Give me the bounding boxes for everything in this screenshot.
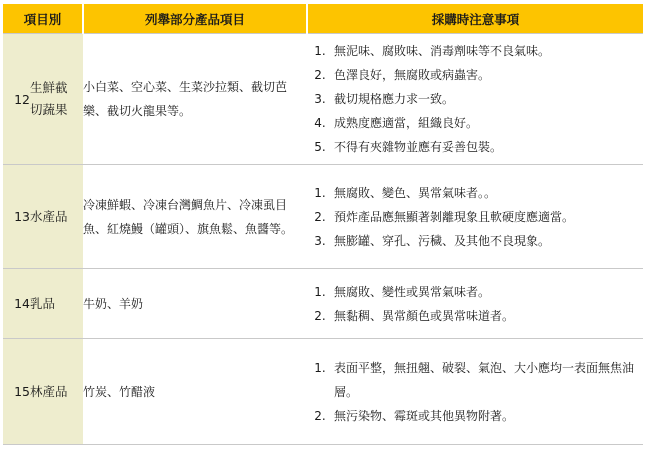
- row-number: 15: [3, 339, 30, 445]
- note-number: 4.: [314, 116, 326, 130]
- row-notes: [307, 34, 643, 165]
- note-number: 1.: [314, 284, 326, 299]
- row-category: 水產品: [30, 165, 83, 269]
- note-item: [309, 205, 643, 229]
- row-category: 林產品: [30, 339, 83, 445]
- table-row: [3, 269, 643, 339]
- note-text: 不得有夾雜物並應有妥善包裝。: [334, 140, 503, 154]
- note-item: [309, 229, 643, 253]
- table-row: [3, 165, 643, 269]
- note-text: 無腐敗、變性或異常氣味者。: [334, 284, 491, 299]
- note-item: [309, 356, 643, 404]
- header-category: 項目別: [3, 4, 83, 34]
- header-products: 列舉部分產品項目: [83, 4, 307, 34]
- row-number: 14: [3, 269, 30, 339]
- row-number: 13: [3, 165, 30, 269]
- notes-list: [307, 280, 643, 328]
- row-products: 牛奶、羊奶: [83, 269, 307, 339]
- note-item: [309, 87, 643, 111]
- row-notes: [307, 165, 643, 269]
- note-text: 無腐敗、變色、異常氣味者。。: [334, 185, 497, 200]
- notes-list: [307, 39, 643, 159]
- note-item: [309, 135, 643, 159]
- note-item: [309, 280, 643, 304]
- note-number: 2.: [314, 308, 326, 323]
- note-number: 2.: [314, 68, 326, 82]
- note-number: 2.: [314, 209, 326, 224]
- note-item: [309, 404, 643, 428]
- notes-list: [307, 356, 643, 428]
- note-item: [309, 181, 643, 205]
- note-text: 色澤良好，無腐敗或病蟲害。: [334, 68, 491, 82]
- row-category: 生鮮截切蔬果: [30, 34, 83, 165]
- notes-list: [307, 181, 643, 253]
- note-number: 1.: [314, 185, 326, 200]
- note-item: [309, 304, 643, 328]
- note-text: 無泥味、腐敗味、消毒劑味等不良氣味。: [334, 44, 551, 58]
- note-item: [309, 39, 643, 63]
- row-products: 冷凍鮮蝦、冷凍台灣鯛魚片、冷凍虱目魚、紅燒鰻（罐頭）、旗魚鬆、魚醬等。: [83, 165, 307, 269]
- row-products: 小白菜、空心菜、生菜沙拉類、截切芭樂、截切火龍果等。: [83, 34, 307, 165]
- row-category: 乳品: [30, 269, 83, 339]
- note-number: 2.: [314, 408, 326, 423]
- note-text: 成熟度應適當，組織良好。: [334, 116, 479, 130]
- procurement-table: [3, 4, 643, 445]
- note-text: 無膨罐、穿孔、污穢、及其他不良現象。: [334, 233, 551, 248]
- table-row: [3, 339, 643, 445]
- row-notes: [307, 269, 643, 339]
- note-number: 1.: [314, 44, 326, 58]
- table-row: [3, 34, 643, 165]
- note-number: 3.: [314, 92, 326, 106]
- note-item: [309, 111, 643, 135]
- note-text: 無污染物、霉斑或其他異物附著。: [334, 408, 515, 423]
- header-notes: 採購時注意事項: [307, 4, 643, 34]
- header-row: [3, 4, 643, 34]
- note-text: 截切規格應力求一致。: [334, 92, 455, 106]
- row-products: 竹炭、竹醋液: [83, 339, 307, 445]
- note-item: [309, 63, 643, 87]
- note-number: 5.: [314, 140, 326, 154]
- note-text: 表面平整，無扭翹、破裂、氣泡、大小應均一表面無焦油層。: [334, 360, 635, 399]
- row-number: 12: [3, 34, 30, 165]
- note-text: 無黏稠、異常顏色或異常味道者。: [334, 308, 515, 323]
- row-notes: [307, 339, 643, 445]
- note-number: 1.: [314, 360, 326, 375]
- note-text: 預炸產品應無顯著剝離現象且軟硬度應適當。: [334, 209, 575, 224]
- note-number: 3.: [314, 233, 326, 248]
